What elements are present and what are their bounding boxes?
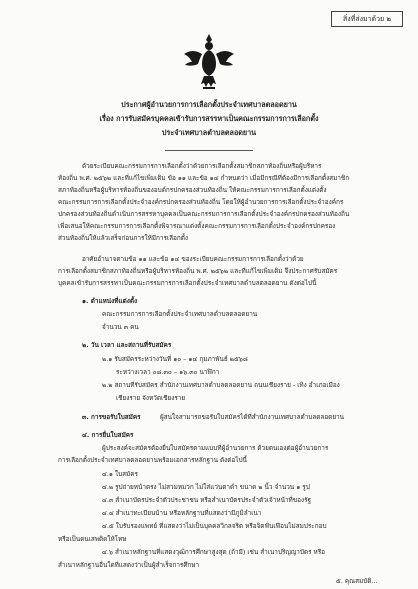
- section-4-item: ๔.๓ สำเนาบัตรประจำตัวประชาชน หรือสำเนาบัตรประจำตัวเจ้าหน้าที่ของรัฐ: [102, 496, 312, 504]
- intro-line: ท้องถิ่น พ.ศ. ๒๕๖๒ และที่แก้ไขเพิ่มเติม ข้อ ๑๑ และข้อ ๑๔ กำหนดว่า เมื่อมีกรณีที่ต้องมีการเลือกตั้งสมาชิก: [58, 174, 350, 182]
- title-underline: [165, 150, 253, 151]
- section-1-heading: ๑. ตำแหน่งที่แต่งตั้ง: [82, 297, 138, 305]
- continuation-marker: ๕. คุณสมบัติ...: [336, 577, 378, 585]
- section-4-lead-cont: การเลือกตั้งประจำเทศบาลตลอดยานพร้อมเอกสารหลักฐาน ดังต่อไปนี้: [58, 456, 247, 464]
- authority-line: การเลือกตั้งสมาชิกสภาท้องถิ่นหรือผู้บริหารท้องถิ่น พ.ศ. ๒๕๖๒ และที่แก้ไขเพิ่มเติม จึงประกาศรับสมัคร: [58, 267, 338, 275]
- intro-line: คณะกรรมการการเลือกตั้งประจำองค์กรปกครองส่วนท้องถิ่น โดยให้ผู้อำนวยการการเลือกตั้งประจำองค์กร: [58, 198, 344, 206]
- section-2-time: ระหว่างเวลา ๐๘.๓๐ – ๑๖.๓๐ นาฬิกา: [116, 368, 220, 376]
- intro-line: เพื่อเสนอให้คณะกรรมการการเลือกตั้งพิจารณาแต่งตั้งคณะกรรมการการเลือกตั้งประจำองค์กรปกครอง: [58, 222, 336, 230]
- section-3-heading: ๓. การขอรับใบสมัคร: [82, 413, 141, 421]
- section-1-position: คณะกรรมการการเลือกตั้งประจำเทศบาลตำบลตลอดยาน: [102, 310, 258, 318]
- attachment-label: สิ่งที่ส่งมาด้วย ๒: [331, 11, 403, 27]
- section-2-date: ๒.๑ รับสมัครระหว่างวันที่ ๑๐ – ๑๔ กุมภาพันธ์ ๒๕๖๘: [102, 355, 248, 363]
- announcement-subject: เรื่อง การรับสมัครบุคคลเข้ารับการสรรหาเป็นคณะกรรมการการเลือกตั้ง: [99, 114, 319, 123]
- authority-line: อาศัยอำนาจตามข้อ ๑๑ และข้อ ๑๔ ของระเบียบคณะกรรมการการเลือกตั้งว่าด้วย: [82, 255, 304, 263]
- intro-line: ด้วยระเบียบคณะกรรมการการเลือกตั้งว่าด้วยการเลือกตั้งสมาชิกสภาท้องถิ่นหรือผู้บริหาร: [82, 162, 322, 170]
- section-2-heading: ๒. วัน เวลา และสถานที่รับสมัคร: [82, 341, 172, 349]
- section-4-item: ๔.๕ ใบรับรองแพทย์ ที่แสดงว่าไม่เป็นบุคคลวิกลจริต หรือจิตฟั่นเฟือนไม่สมประกอบ: [102, 522, 327, 530]
- intro-line: ปกครองส่วนท้องถิ่นดำเนินการสรรหาบุคคลเป็นคณะกรรมการการเลือกตั้งประจำองค์กรปกครองส่วนท้องถิ่น: [58, 210, 350, 218]
- section-4-item-cont: หรือเป็นคนเสพติดให้โทษ: [58, 535, 127, 543]
- garuda-emblem-icon: [182, 32, 236, 92]
- announcement-subject-cont: ประจำเทศบาลตำบลตลอดยาน: [161, 128, 257, 137]
- section-4-item: ๔.๔ สำเนาทะเบียนบ้าน หรือหลักฐานที่แสดงว่ามีภูมิลำเนา: [102, 509, 262, 517]
- announcement-title: ประกาศผู้อำนวยการการเลือกตั้งประจำเทศบาลตลอดยาน: [121, 100, 297, 109]
- section-4-lead: ผู้ประสงค์จะสมัครต้องยื่นใบสมัครตามแบบที่ผู้อำนวยการ ด้วยตนเองต่อผู้อำนวยการ: [102, 444, 329, 452]
- section-1-count: จำนวน ๓ คน: [102, 323, 139, 331]
- section-4-item-cont: สำเนาหลักฐานอื่นใดที่แสดงว่าเป็นผู้สำเร็จการศึกษา: [58, 561, 200, 569]
- section-4-item: ๔.๒ รูปถ่ายหน้าตรง ไม่สวมหมวก ไม่ใส่แว่นตาดำ ขนาด ๒ นิ้ว จำนวน ๑ รูป: [102, 483, 310, 491]
- intro-line: ส่วนท้องถิ่นให้แล้วเสร็จก่อนการให้มีการเลือกตั้ง: [58, 234, 188, 242]
- authority-line: บุคคลเข้ารับการสรรหาเป็นคณะกรรมการการเลือกตั้งประจำเทศบาลตำบลตลอดยาน ดังต่อไปนี้: [58, 279, 317, 287]
- section-2-place-cont: เชียงราย จังหวัดเชียงราย: [116, 394, 186, 402]
- section-4-item: ๔.๖ สำเนาหลักฐานที่แสดงวุฒิการศึกษาสูงสุด (ถ้ามี) เช่น สำเนาปริญญาบัตร หรือ: [102, 548, 326, 556]
- section-4-item: ๔.๑ ใบสมัคร: [102, 470, 138, 478]
- section-4-heading: ๔. การยื่นใบสมัคร: [82, 431, 134, 439]
- intro-line: สภาท้องถิ่นหรือผู้บริหารท้องถิ่นของอบต์กรปกครองส่วนท้องถิ่น ให้คณะกรรมการการเลือกตั้งแต่งตั้ง: [58, 186, 327, 194]
- section-3-text: ผู้สนใจสามารถขอรับใบสมัครได้ที่สำนักงานเทศบาลตำบลตลอดยาน: [160, 413, 345, 421]
- section-2-place: ๒.๒ สถานที่รับสมัคร สำนักงานเทศบาลตำบลตลอดยาน ถนนเชียงราย - เทิง อำเภอเมือง: [102, 381, 340, 389]
